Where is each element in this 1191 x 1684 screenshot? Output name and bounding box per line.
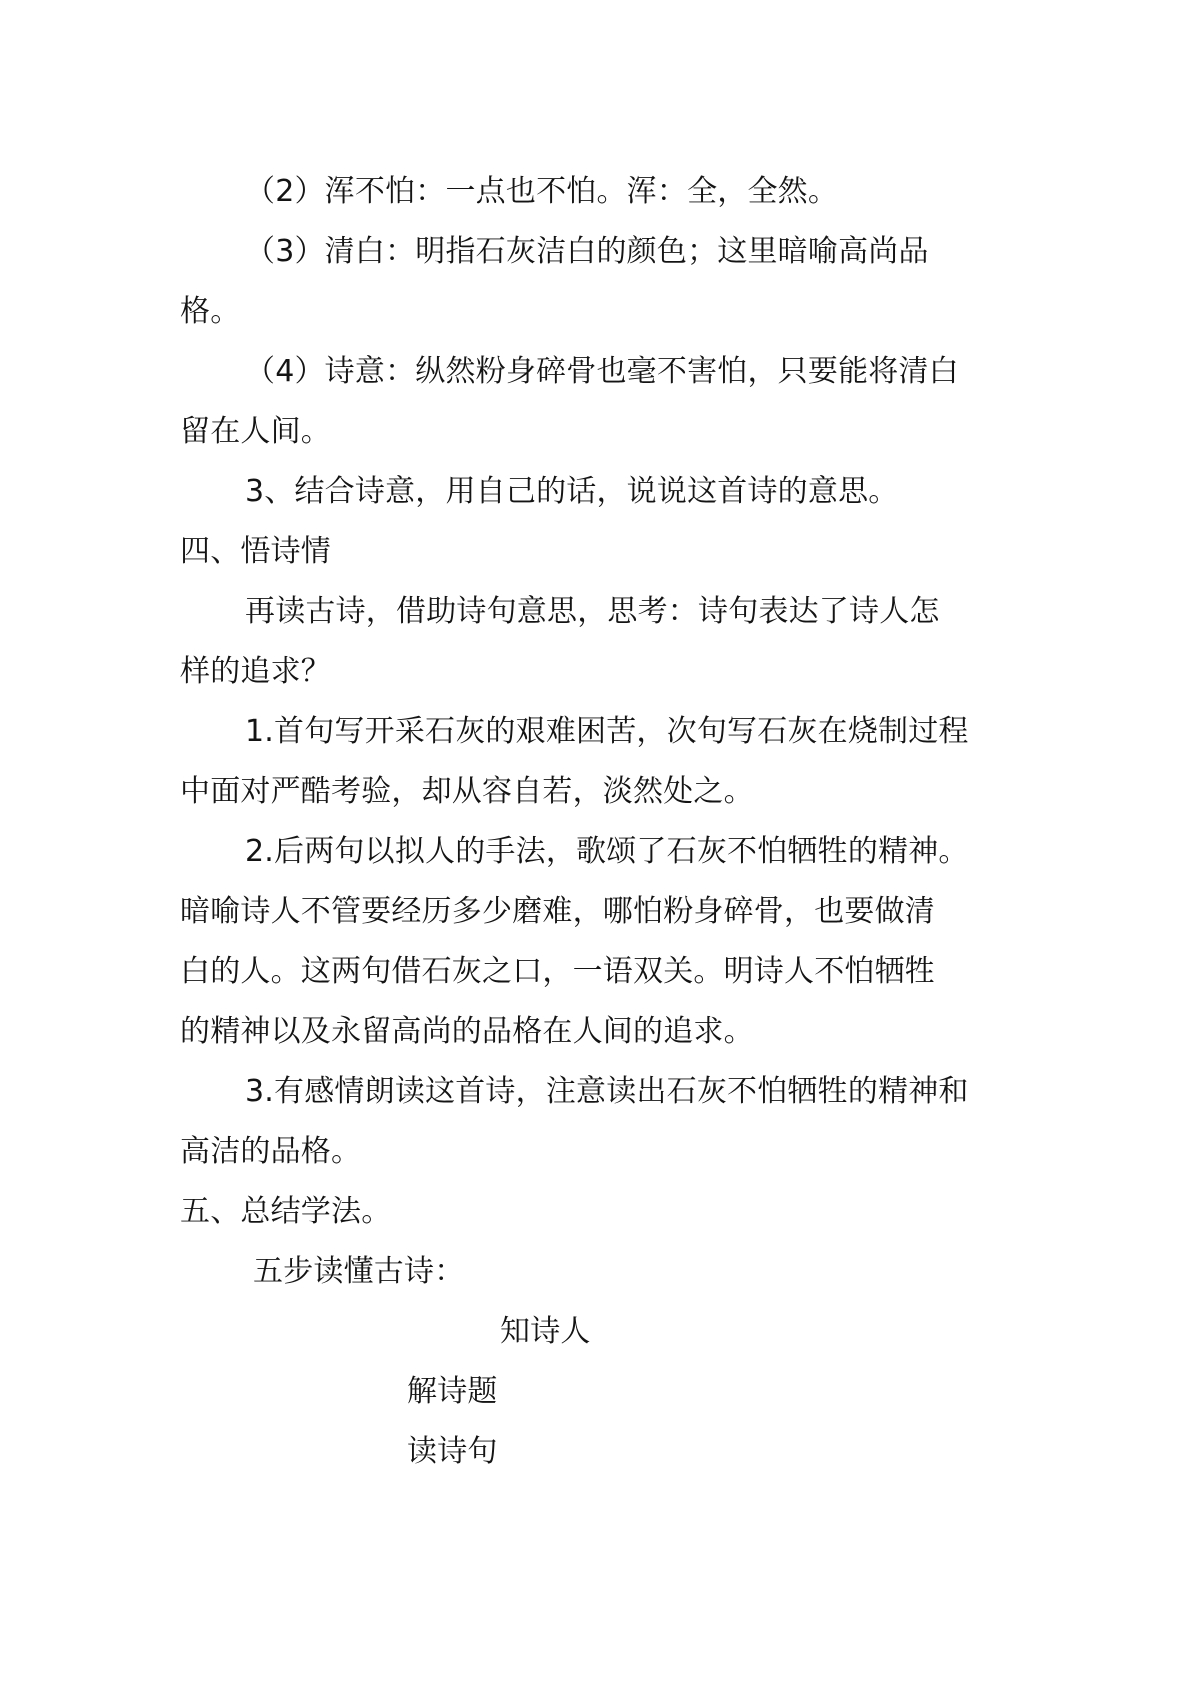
paragraph-line: 白的人。这两句借石灰之口，一语双关。明诗人不怕牺牲 <box>180 954 935 989</box>
section-heading: 四、悟诗情 <box>180 534 331 569</box>
paragraph-line: 再读古诗，借助诗句意思，思考：诗句表达了诗人怎 <box>245 594 940 629</box>
paragraph-line: 五步读懂古诗： <box>253 1254 465 1289</box>
paragraph-line: 暗喻诗人不管要经历多少磨难，哪怕粉身碎骨，也要做清 <box>180 894 935 929</box>
paragraph-line: 中面对严酷考验，却从容自若，淡然处之。 <box>180 774 754 809</box>
step-item: 读诗句 <box>407 1434 498 1469</box>
paragraph-line: 1.首句写开采石灰的艰难困苦，次句写石灰在烧制过程 <box>245 714 969 749</box>
paragraph-line: 3.有感情朗读这首诗，注意读出石灰不怕牺牲的精神和 <box>245 1074 969 1109</box>
paragraph-line: （3）清白：明指石灰洁白的颜色；这里暗喻高尚品 <box>245 234 929 269</box>
paragraph-line: （2）浑不怕：一点也不怕。浑：全，全然。 <box>245 174 839 209</box>
paragraph-line: （4）诗意：纵然粉身碎骨也毫不害怕，只要能将清白 <box>245 354 959 389</box>
section-heading: 五、总结学法。 <box>180 1194 392 1229</box>
paragraph-line: 样的追求？ <box>180 654 331 689</box>
paragraph-line: 的精神以及永留高尚的品格在人间的追求。 <box>180 1014 754 1049</box>
paragraph-line: 3、结合诗意，用自己的话，说说这首诗的意思。 <box>245 474 899 509</box>
paragraph-line: 格。 <box>180 294 241 329</box>
step-item: 解诗题 <box>407 1374 498 1409</box>
paragraph-line: 2.后两句以拟人的手法，歌颂了石灰不怕牺牲的精神。 <box>245 834 969 869</box>
paragraph-line: 高洁的品格。 <box>180 1134 362 1169</box>
step-item: 知诗人 <box>500 1314 591 1349</box>
paragraph-line: 留在人间。 <box>180 414 331 449</box>
